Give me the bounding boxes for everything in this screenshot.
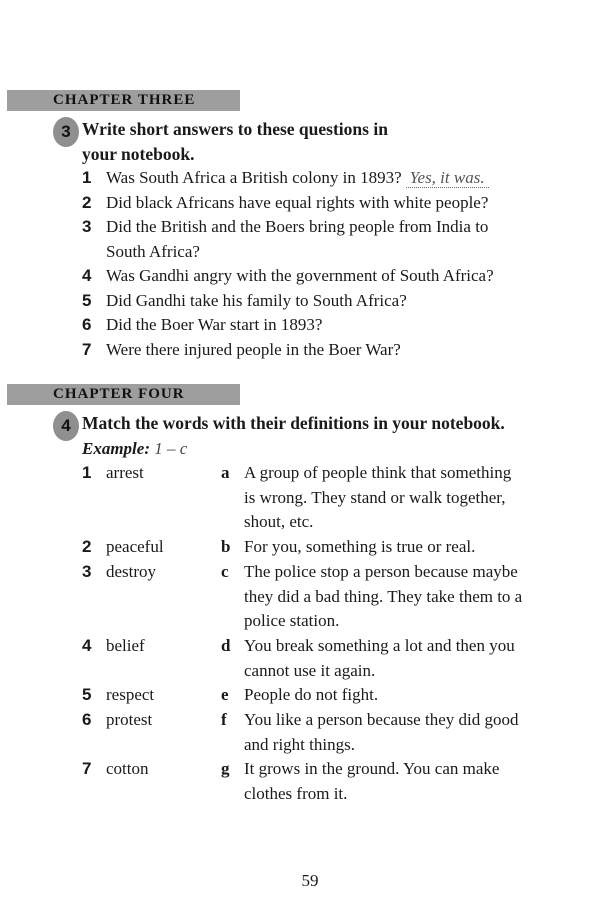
question-number: 1 [82, 168, 92, 187]
definition-letter: c [221, 562, 229, 581]
definition-text [244, 757, 564, 806]
question-text: Did black Africans have equal rights with white people? [106, 193, 489, 212]
word-number: 3 [82, 562, 92, 581]
question-text [106, 166, 489, 191]
definition-letter: g [221, 759, 230, 778]
definition-text [244, 560, 564, 634]
exercise-instruction: Match the words with their definitions in your notebook. [82, 413, 505, 433]
definition-line: It grows in the ground. You can make [244, 759, 500, 778]
word-number: 2 [82, 537, 92, 556]
definition-line: police station. [244, 611, 340, 630]
definition-letter: d [221, 636, 231, 655]
question-text: Was Gandhi angry with the government of South Africa? [106, 266, 494, 285]
definition-line: is wrong. They stand or walk together, [244, 487, 506, 507]
definition-line: You break something a lot and then you [244, 636, 515, 655]
question-number: 5 [82, 291, 92, 310]
word-number: 7 [82, 759, 92, 778]
question-text: South Africa? [106, 242, 200, 261]
match-word: belief [106, 636, 145, 655]
definition-line: shout, etc. [244, 512, 314, 531]
question-text: Did the Boer War start in 1893? [106, 315, 323, 334]
word-number: 1 [82, 463, 92, 482]
definition-line: People do not fight. [244, 685, 379, 704]
definition-letter: b [221, 537, 231, 556]
definition-text [244, 461, 564, 535]
match-word: peaceful [106, 537, 164, 556]
match-word: respect [106, 685, 155, 704]
definition-text [244, 634, 564, 683]
definition-line: cannot use it again. [244, 660, 376, 680]
chapter-three-heading: CHAPTER THREE [7, 90, 240, 111]
word-number: 4 [82, 636, 92, 655]
exercise-number-badge: 4 [53, 411, 79, 441]
definition-text [244, 683, 564, 708]
question-text: Did Gandhi take his family to South Africa? [106, 291, 407, 310]
exercise-instruction: Write short answers to these questions in [82, 119, 388, 139]
question-text: Did the British and the Boers bring people from India to [106, 217, 489, 236]
definition-line: For you, something is true or real. [244, 537, 476, 556]
word-number: 5 [82, 685, 92, 704]
example-value: 1 – c [154, 439, 188, 458]
word-number: 6 [82, 710, 92, 729]
question-text: Were there injured people in the Boer War? [106, 340, 401, 359]
chapter-four-heading: CHAPTER FOUR [7, 384, 240, 405]
question-text-content: Was South Africa a British colony in 1893? [106, 168, 402, 187]
question-number: 3 [82, 217, 92, 236]
definition-letter: f [221, 710, 227, 729]
definition-line: You like a person because they did good [244, 710, 519, 729]
definition-text [244, 535, 564, 560]
match-word: destroy [106, 562, 157, 581]
page-number: 59 [301, 871, 319, 890]
exercise-number-badge: 3 [53, 117, 79, 147]
question-number: 7 [82, 340, 92, 359]
match-word: cotton [106, 759, 149, 778]
question-number: 6 [82, 315, 92, 334]
example-label: Example: [82, 439, 150, 458]
definition-letter: a [221, 463, 230, 482]
definition-line: A group of people think that something [244, 463, 512, 482]
question-number: 2 [82, 193, 92, 212]
example-answer: Yes, it was. [406, 168, 489, 188]
definition-line: they did a bad thing. They take them to a [244, 586, 523, 606]
match-word: arrest [106, 463, 144, 482]
definition-letter: e [221, 685, 229, 704]
match-word: protest [106, 710, 153, 729]
definition-text [244, 708, 564, 757]
question-number: 4 [82, 266, 92, 285]
example-line [82, 437, 187, 461]
definition-line: and right things. [244, 734, 355, 754]
definition-line: The police stop a person because maybe [244, 562, 518, 581]
exercise-instruction: your notebook. [82, 144, 195, 164]
definition-line: clothes from it. [244, 783, 348, 803]
